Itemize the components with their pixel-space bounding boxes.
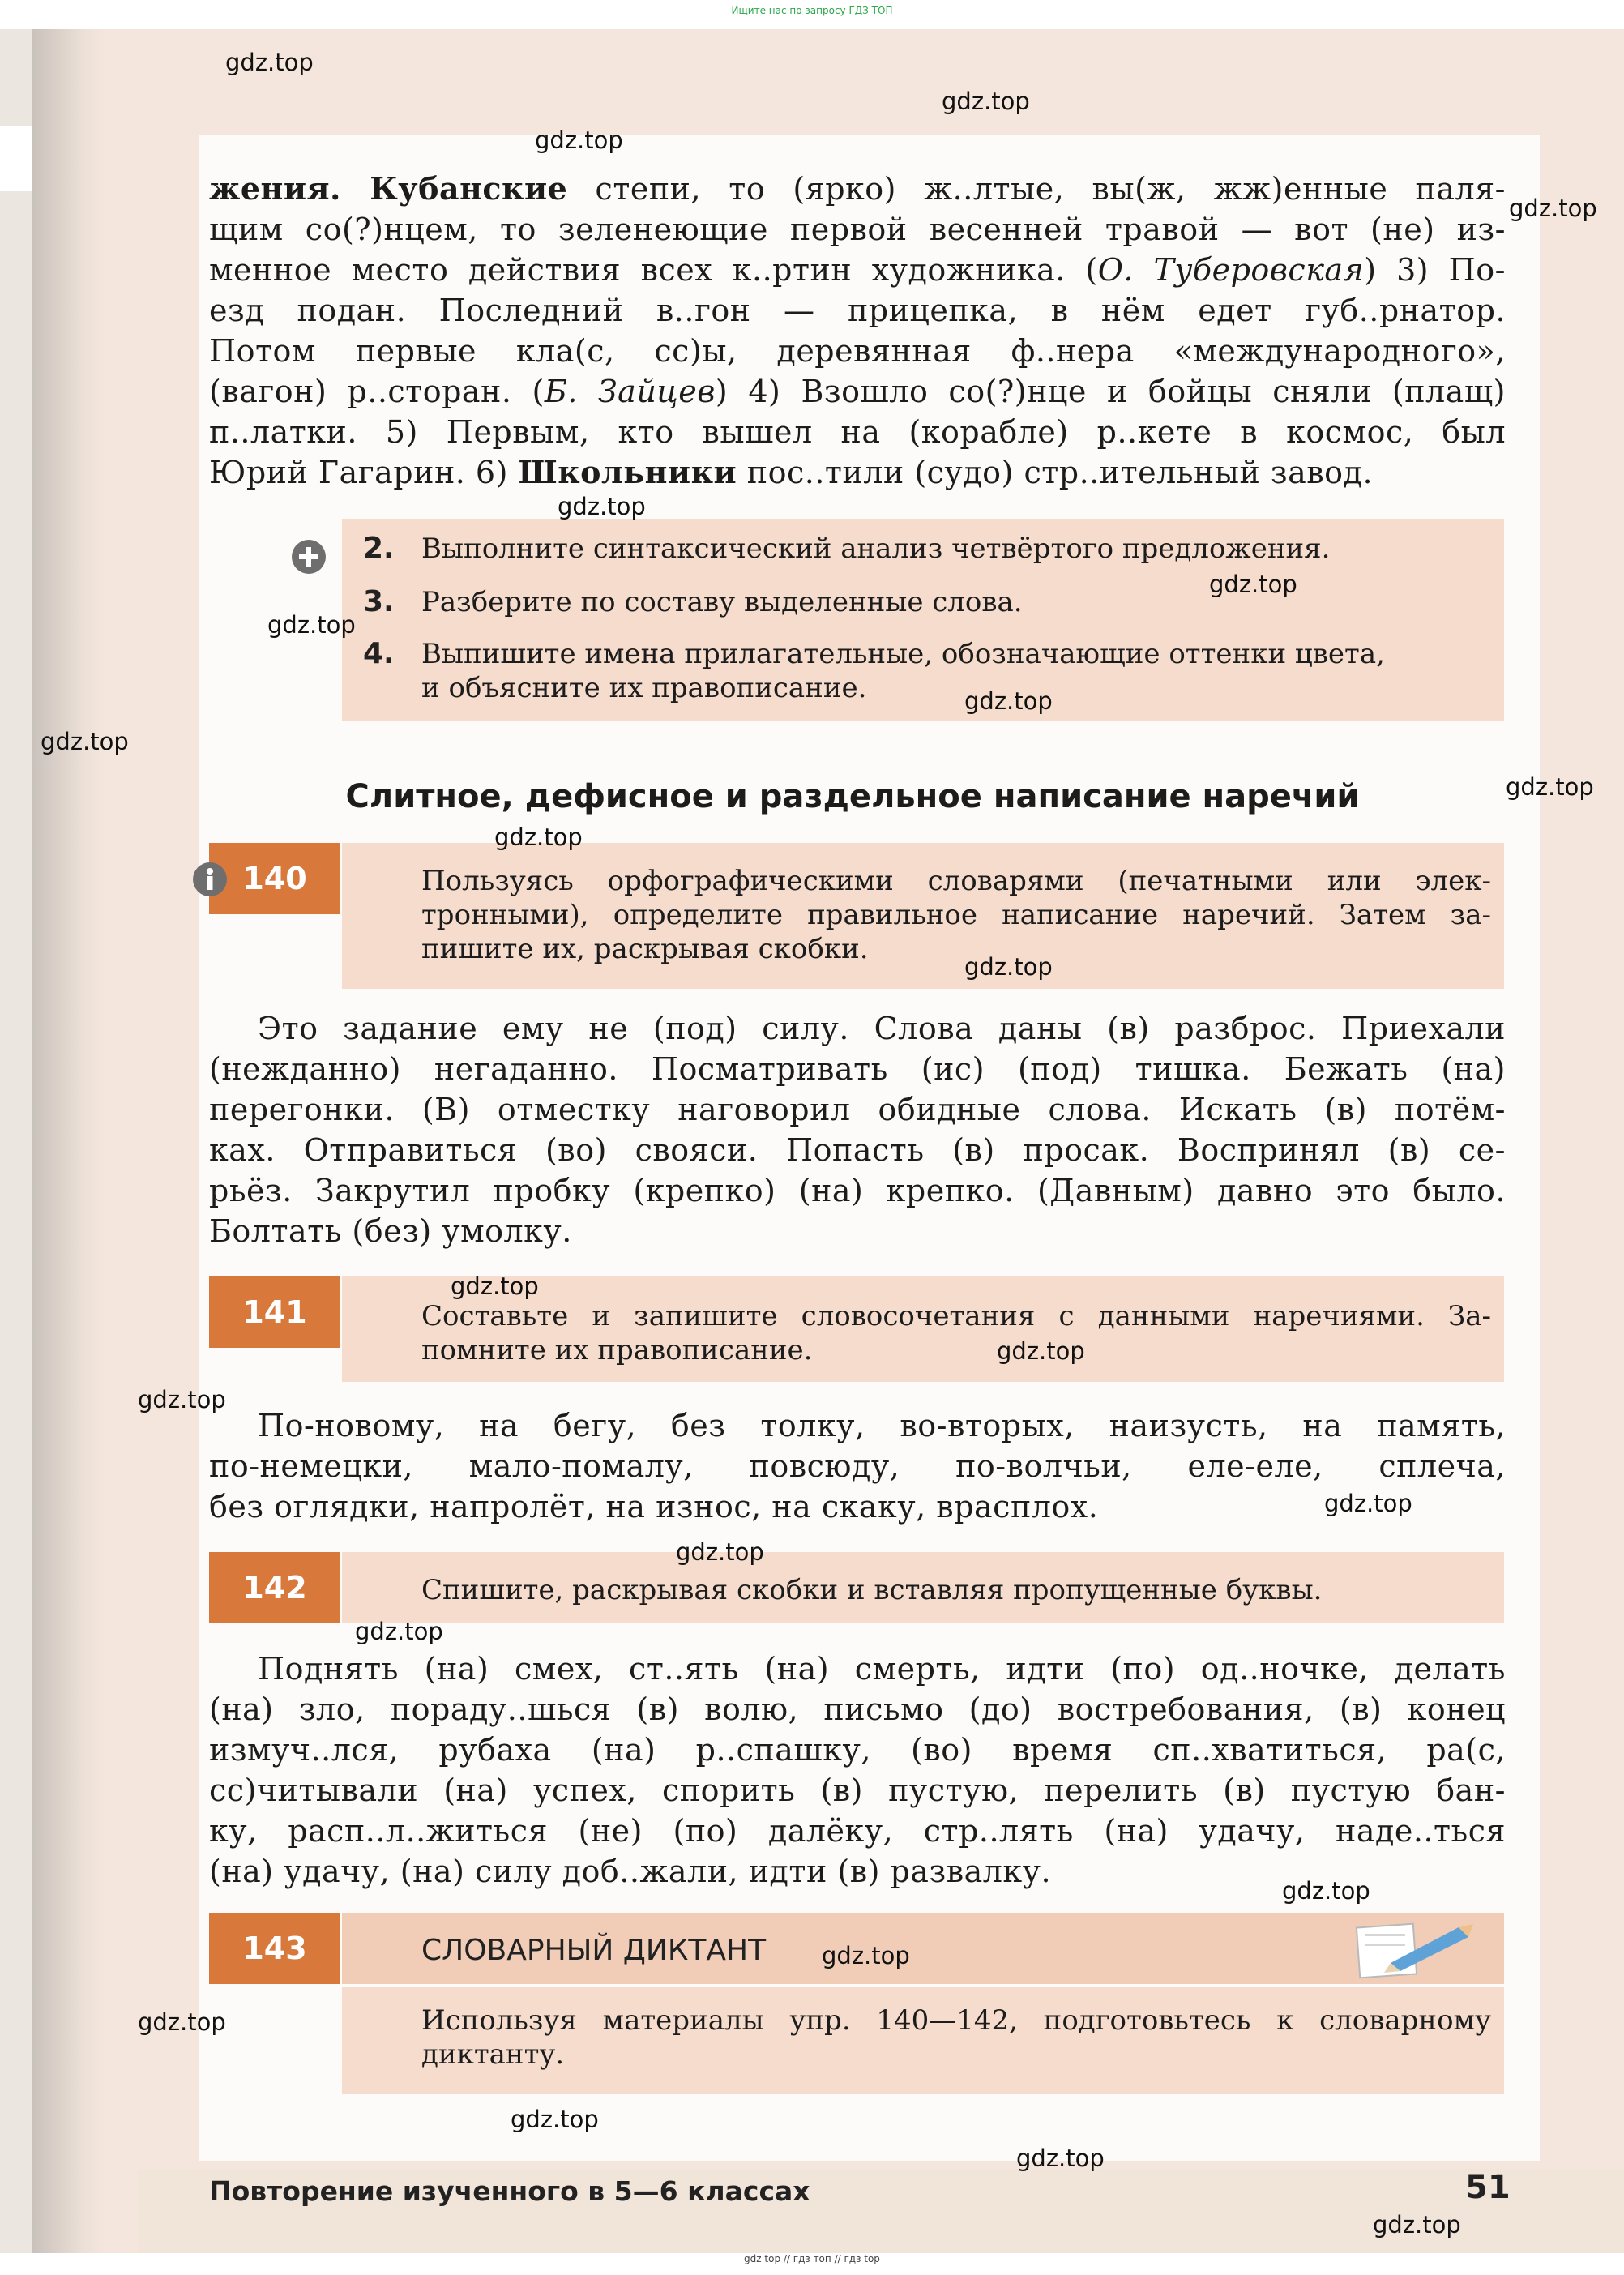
question-line: Разберите по составу выделенные слова. [421,586,1023,618]
watermark: gdz.top [822,1942,910,1969]
watermark: gdz.top [676,1538,764,1566]
text-line: езд подан. Последний в..гон — прицепка, в нём едет губ..рнатор. [209,293,1506,328]
task-line: тронными), определите правильное написание наречий. Затем за- [421,899,1491,931]
watermark: gdz.top [225,49,314,76]
exercise-143-task [421,2003,1491,2072]
text-line: Потом первые кла(с, сс)ы, деревянная ф..нера «международного», [209,333,1506,369]
left-page-edge [0,29,32,2253]
question-line: и объясните их правописание. [421,672,867,704]
watermark: gdz.top [1373,2211,1461,2239]
question-text [421,532,1330,566]
task-line: Используя материалы упр. 140—142, подготовьтесь к словарному [421,2004,1491,2037]
question-line: Выполните синтаксический анализ четвёртого предложения. [421,532,1331,565]
text-line: ках. Отправиться (во) свояси. Попасть (в) просак. Воспринял (в) се- [209,1132,1506,1168]
text-line: Болтать (без) умолку. [209,1213,572,1249]
text-line: по-немецки, мало-помалу, повсюду, по-волчьи, еле-еле, сплеча, [209,1448,1506,1484]
watermark: gdz.top [1282,1877,1370,1905]
watermark: gdz.top [138,1386,226,1413]
watermark: gdz.top [41,728,129,755]
text-line: сс)читывали (на) успех, спорить (в) пустую, перелить (в) пустую бан- [209,1773,1506,1808]
text-line: рьёз. Закрутил пробку (крепко) (на) крепко. (Давным) давно это было. [209,1173,1506,1208]
watermark: gdz.top [964,953,1053,981]
task-line: Спишите, раскрывая скобки и вставляя пропущенные буквы. [421,1574,1323,1606]
dictation-title: СЛОВАРНЫЙ ДИКТАНТ [421,1934,767,1967]
text-line: щим со(?)нцем, то зеленеющие первой весенней травой — вот (не) из- [209,212,1506,247]
text-line: ку, расп..л..житься (не) (по) далёку, стр..лять (на) удачу, наде..ться [209,1813,1506,1849]
task-line: помните их правописание. [421,1334,813,1366]
exercise-141-task [421,1299,1491,1367]
watermark: gdz.top [451,1272,539,1300]
question-text [421,637,1385,705]
text-line: (вагон) р..сторан. (Б. Зайцев) 4) Взошло со(?)нце и бойцы сняли (плащ) [209,374,1506,409]
exercise-141-text [209,1405,1506,1527]
page-number: 51 [1465,2169,1511,2206]
exercise-140-task [421,864,1491,966]
exercise-number-tab: 141 [209,1276,340,1348]
footer-section-title: Повторение изученного в 5—6 классах [209,2175,810,2207]
question-number: 2. [363,532,395,565]
text-line: жения. Кубанские степи, то (ярко) ж..лтые, вы(ж, жж)енные паля- [209,170,1506,207]
text-line: перегонки. (В) отместку наговорил обидные слова. Искать (в) потём- [209,1092,1506,1127]
task-line: Составьте и запишите словосочетания с данными наречиями. За- [421,1300,1491,1332]
task-line: диктанту. [421,2038,565,2071]
watermark: gdz.top [942,88,1030,115]
page-gutter [32,29,105,2253]
text-line: измуч..лся, рубаха (на) р..спашку, (во) время сп..хватиться, ра(с, [209,1732,1506,1768]
task-line: пишите их, раскрывая скобки. [421,933,869,965]
watermark: gdz.top [1509,195,1597,222]
exercise-139-text [209,169,1506,493]
text-line: менное место действия всех к..ртин художника. (О. Туберовская) 3) По- [209,252,1506,288]
question-number: 3. [363,585,395,618]
exercise-number-tab: 140 [209,843,340,914]
question-text [421,585,1023,619]
text-line: без оглядки, напролёт, на износ, на скаку, врасплох. [209,1489,1099,1525]
exercise-number-tab: 143 [209,1913,340,1984]
edge-mark [0,126,32,191]
plus-circle-icon [290,538,327,575]
question-line: Выпишите имена прилагательные, обозначающие оттенки цвета, [421,638,1385,670]
text-line: Это задание ему не (под) силу. Слова даны (в) разброс. Приехали [258,1011,1506,1046]
info-circle-icon [191,861,229,898]
text-line: По-новому, на бегу, без толку, во-вторых, наизусть, на память, [258,1408,1506,1443]
watermark: gdz.top [535,126,623,154]
watermark: gdz.top [494,823,583,851]
watermark: gdz.top [355,1618,443,1645]
watermark: gdz.top [138,2008,226,2036]
text-line: п..латки. 5) Первым, кто вышел на (корабле) р..кете в космос, был [209,414,1506,450]
watermark: gdz.top [558,493,646,520]
exercise-140-text [209,1008,1506,1251]
question-number: 4. [363,637,395,670]
text-line: Поднять (на) смех, ст..ять (на) смерть, идти (по) од..ночке, делать [258,1651,1506,1687]
text-line: (на) зло, пораду..шься (в) волю, письмо (до) востребования, (в) конец [209,1691,1506,1727]
watermark: gdz.top [511,2106,599,2133]
section-heading: Слитное, дефисное и раздельное написание наречий [345,778,1360,815]
watermark: gdz.top [1016,2145,1105,2172]
text-line: Юрий Гагарин. 6) Школьники пос..тили (судо) стр..ительный завод. [209,454,1374,490]
text-line: (нежданно) негаданно. Посматривать (ис) (под) тишка. Бежать (на) [209,1051,1506,1087]
watermark: gdz.top [1209,571,1297,598]
exercise-142-text [209,1649,1506,1892]
task-line: Пользуясь орфографическими словарями (печатными или элек- [421,865,1491,897]
watermark: gdz.top [997,1337,1085,1365]
watermark: gdz.top [1506,773,1594,801]
watermark: gdz.top [267,611,356,639]
bottom-note: gdz top // гдз топ // гдз top [744,2253,880,2264]
watermark: gdz.top [964,687,1053,715]
watermark: gdz.top [1324,1490,1412,1517]
text-line: (на) удачу, (на) силу доб..жали, идти (в) развалку. [209,1854,1052,1889]
notepad-pencil-icon [1355,1916,1477,1981]
top-note: Ищите нас по запросу ГДЗ ТОП [731,5,893,16]
exercise-142-task [421,1573,1491,1607]
exercise-number-tab: 142 [209,1552,340,1623]
